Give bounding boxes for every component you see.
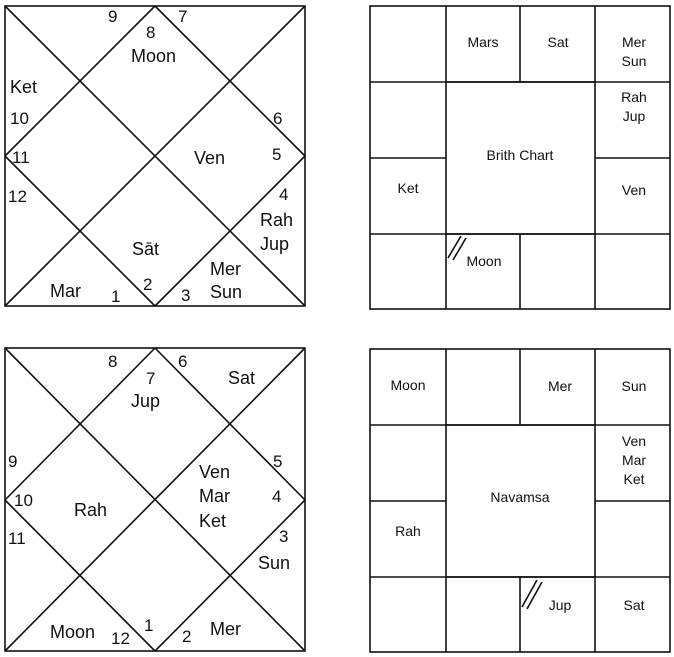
planet-label: Ven [199, 462, 231, 482]
house-number: 2 [143, 275, 153, 294]
planet-label: Mer [621, 34, 647, 50]
house-number: 2 [182, 627, 192, 646]
planet-label: Rah [74, 500, 108, 520]
chart-title: Brith Chart [486, 147, 554, 163]
house-number: 11 [12, 148, 30, 167]
planet-label: Mars [467, 34, 499, 50]
house-number: 1 [111, 287, 121, 306]
planet-label: Mar [621, 452, 647, 468]
planet-label: Ket [623, 471, 645, 487]
lagna-mark [448, 236, 461, 258]
planet-label: Sun [258, 553, 291, 573]
planet-label: Mer [547, 378, 573, 394]
planet-label: Jup [260, 234, 290, 254]
planet-label: Ven [194, 148, 226, 168]
house-number: 6 [273, 109, 283, 128]
planet-label: Ket [10, 77, 38, 97]
house-number: 8 [108, 352, 118, 371]
planet-label: Moon [466, 253, 502, 269]
house-number: 1 [144, 616, 154, 635]
planet-label: Ket [199, 511, 227, 531]
planet-label: Sun [210, 282, 243, 302]
house-number: 12 [8, 187, 27, 206]
planet-label: Ket [397, 180, 419, 196]
house-number: 11 [8, 529, 26, 548]
house-number: 5 [273, 452, 283, 471]
house-number: 6 [178, 352, 188, 371]
planet-label: Moon [131, 46, 177, 66]
house-number: 4 [279, 185, 289, 204]
planet-label: Sāt [132, 239, 160, 259]
planet-label: Moon [390, 377, 426, 393]
house-number: 9 [8, 452, 18, 471]
lagna-mark [453, 238, 466, 260]
planet-label: Mer [210, 619, 241, 639]
planet-label: Mer [210, 259, 241, 279]
house-number: 3 [279, 527, 289, 546]
planet-label: Sun [621, 53, 647, 69]
planet-label: Moon [50, 622, 96, 642]
house-number: 9 [108, 7, 118, 26]
planet-label: Ven [621, 433, 647, 449]
house-number: 8 [146, 23, 156, 42]
house-number: 12 [111, 629, 130, 648]
planet-label: Mar [50, 281, 81, 301]
house-number: 4 [272, 487, 282, 506]
planet-label: Ven [621, 182, 647, 198]
planet-label: Jup [622, 108, 646, 124]
planet-label: Jup [548, 597, 572, 613]
house-number: 3 [181, 286, 191, 305]
planet-label: Rah [621, 89, 647, 105]
planet-label: Sat [228, 368, 256, 388]
planet-label: Rah [260, 210, 294, 230]
house-number: 7 [178, 7, 188, 26]
rasi-north-chart [5, 6, 305, 306]
planet-label: Sat [623, 597, 645, 613]
navamsa-north-chart [5, 348, 305, 651]
planet-label: Jup [131, 391, 161, 411]
chart-title: Navamsa [490, 489, 550, 505]
house-number: 10 [14, 491, 33, 510]
planet-label: Sun [621, 378, 647, 394]
planet-label: Mar [199, 486, 230, 506]
planet-label: Rah [395, 523, 421, 539]
house-number: 7 [146, 369, 156, 388]
house-number: 10 [10, 109, 29, 128]
planet-label: Sat [547, 34, 569, 50]
house-number: 5 [272, 145, 282, 164]
